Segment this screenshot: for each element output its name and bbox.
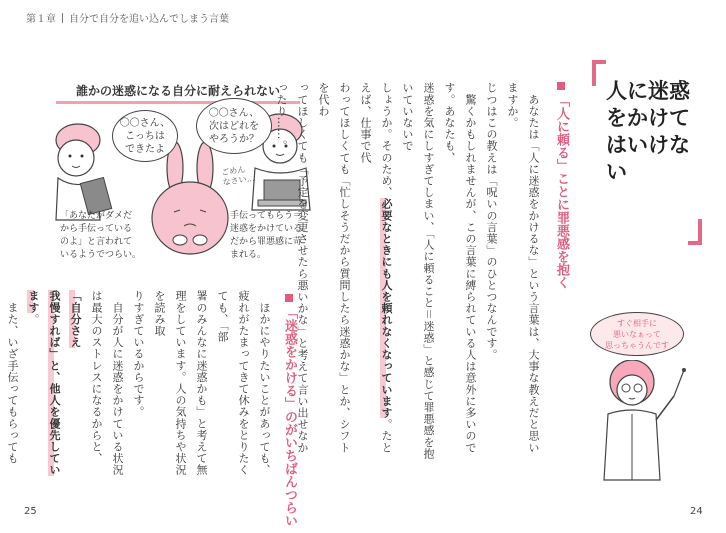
title-bracket-open xyxy=(592,60,606,86)
page-number-right: 24 xyxy=(690,506,703,517)
left-line-5-text: 。 xyxy=(27,313,40,325)
left-line-1: ほかにやりたいことがあっても、疲れがたまってきて休みをとりたくても、「部 xyxy=(216,290,271,476)
right-line-6: わってほしくても「忙しそうだから質問したら迷惑かな」とか、シフトを代わ xyxy=(317,82,351,454)
section-heading-1-text: 「人に頼る」ことに罪悪感を抱く xyxy=(554,94,569,289)
right-line-5 xyxy=(355,82,397,462)
right-line-1: あなたは「人に迷惑をかけるな」という言葉は、大事な教えだと思いますか。 xyxy=(506,82,540,454)
left-line-2: 署のみんなに迷惑かも」と考えて無理をしています。人の気持ちや状況を読み取 xyxy=(153,290,208,476)
chapter-title: 自分で自分を追い込んでしまう言葉 xyxy=(69,14,229,25)
bunny-figure xyxy=(152,142,228,254)
section-heading-1 xyxy=(552,82,571,289)
chapter-number: 第１章 xyxy=(26,14,56,25)
left-line-5 xyxy=(23,290,65,480)
left-person-figure xyxy=(56,124,112,220)
left-line-4-text: 自分が人に迷惑をかけている状況は最大のストレスになるからと、 xyxy=(90,290,124,476)
right-line-4: 迷惑を気にしすぎてしまい、「人に頼ること＝迷惑」と感じて罪悪感を抱いていないで xyxy=(401,82,435,460)
caption-left: 「あなたがダメだ から手伝っている のよ」と言われて いるようでつらい。 xyxy=(60,211,142,260)
page-number-left: 25 xyxy=(24,506,37,517)
apology-text: ごめん なさい… xyxy=(220,164,256,188)
running-header xyxy=(26,10,229,25)
section-heading-2-text: 「迷惑をかける」のがいちばんつらい xyxy=(282,306,297,527)
section-square-icon xyxy=(557,82,565,90)
doctor-speech-bubble: すぐ相手に 悪いなぁって 思っちゃうんです xyxy=(590,312,684,356)
right-line-2: じつはこの教えは「呪いの言葉」のひとつなんです。 xyxy=(485,82,498,361)
left-line-5-emphasis: 我慢すれば」と、他人を優先しています xyxy=(27,290,61,476)
left-line-4-emphasis: 「自分さえ xyxy=(69,290,82,348)
title-bracket-close xyxy=(688,219,702,245)
right-line-5-tail: 。たとえば、仕事で代 xyxy=(359,82,393,454)
left-line-3: りすぎているからです。 xyxy=(132,290,145,418)
right-line-5-emphasis: 必要なときにも人を頼れなくなっています xyxy=(380,198,393,419)
left-page-body xyxy=(6,290,275,480)
speech-bubble-left: 〇〇さん、 こっちは できたよ xyxy=(112,110,178,162)
right-line-7: ってほしくても「予定を変更させたら悪いかな」と考えて言い出せなかったり……。 xyxy=(275,82,309,454)
speech-bubble-right: 〇〇さん、 次はどれを やろうか？ xyxy=(196,98,272,154)
caption-right: 手伝ってもらう＝ 迷惑をかけている。 だから罪悪感に苛 まれる。 xyxy=(230,211,312,260)
illustration-heading: 誰かの迷惑になる自分に耐えられない xyxy=(56,82,300,104)
left-line-6: また、いざ手伝ってもらっても xyxy=(6,301,19,464)
right-line-5-text: しょうか。そのため、 xyxy=(380,82,393,198)
left-line-4 xyxy=(65,290,128,480)
page-title: 人に迷惑をかけてはいけない xyxy=(606,79,690,184)
doctor-character xyxy=(592,360,692,490)
right-line-3: 驚くかもしれませんが、この言葉に縛られている人は意外に多いのです。あなたも、 xyxy=(443,82,477,454)
title-block xyxy=(592,60,702,245)
header-divider xyxy=(62,13,63,23)
